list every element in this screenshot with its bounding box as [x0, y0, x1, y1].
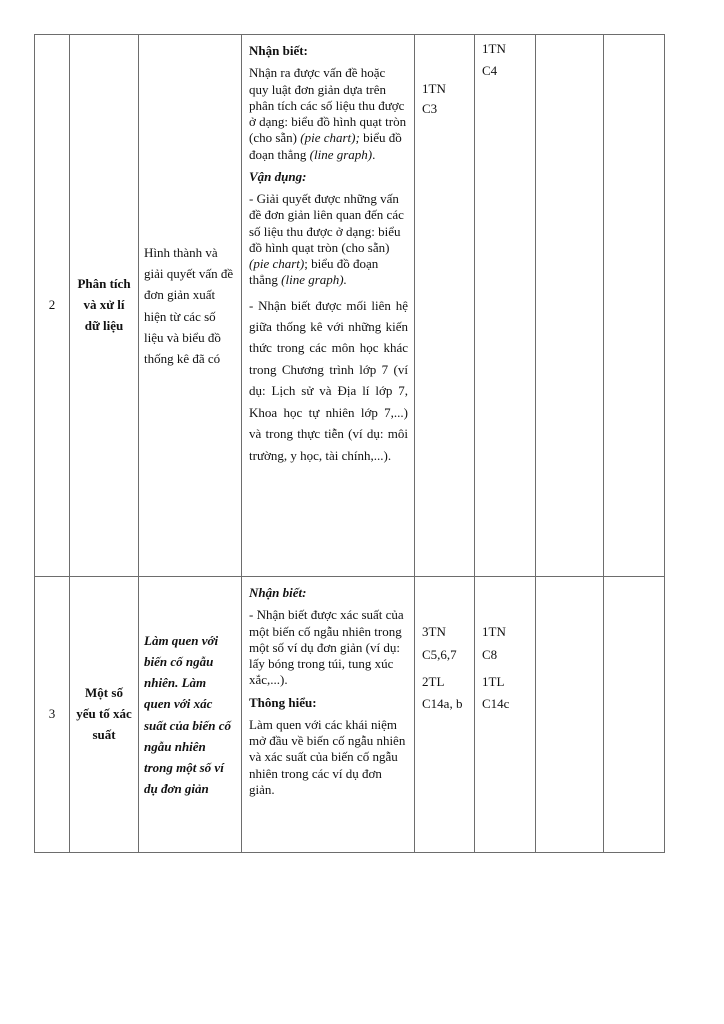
table-row: [35, 35, 665, 577]
count-recognize-cell: [415, 35, 475, 577]
level-title-recognize: Nhận biết:: [249, 43, 308, 58]
count-value: 1TL: [482, 673, 505, 689]
level-text-apply-1: - Giải quyết được những vấn đề đơn giản liên quan đến các số liệu thu được ở dạng: biểu đồ hình quạt tròn (cho sẵn) (pie chart); biểu đồ đoạn thẳng (line graph).: [249, 191, 404, 288]
question-ref: C8: [482, 646, 498, 662]
topic-cell: Phân tích và xử lí dữ liệu: [70, 35, 139, 577]
count-value: 2TL: [422, 673, 445, 689]
content-cell: Hình thành và giải quyết vấn đề đơn giản xuất hiện từ các số liệu và biểu đồ thống kê đã có: [139, 35, 242, 577]
count-apply-cell: [536, 577, 604, 853]
count-value: 1TN: [482, 41, 506, 56]
level-title-apply: Vận dụng:: [249, 168, 307, 184]
count-value: 1TN: [422, 81, 446, 96]
row-number: 3: [35, 577, 70, 853]
row-number: 2: [35, 35, 70, 577]
level-text-understand: Làm quen với các khái niệm mở đầu về biến cố ngẫu nhiên và xác suất của biến cố ngẫu nhiên trong các ví dụ đơn giản.: [249, 716, 406, 797]
content-cell: Làm quen với biến cố ngẫu nhiên. Làm quen với xác suất của biến cố ngẫu nhiên trong một số ví dụ đơn giản: [139, 577, 242, 853]
count-high-apply-cell: [604, 35, 665, 577]
count-value: 1TN: [482, 624, 506, 639]
count-high-apply-cell: [604, 577, 665, 853]
assessment-matrix-table: [34, 34, 665, 853]
table-row: [35, 577, 665, 853]
question-ref: C14c: [482, 696, 510, 712]
level-text-apply-2: - Nhận biết được mối liên hệ giữa thống kê với những kiến thức trong các môn học khác trong Chương trình lớp 7 (ví dụ: Lịch sử và Địa lí lớp 7, Khoa học tự nhiên lớp 7,...) và trong thực tiễn (ví dụ: môi trường, y học, tài chính,...).: [249, 297, 408, 463]
question-ref: C3: [422, 101, 438, 117]
question-ref: C4: [482, 63, 498, 79]
level-description-cell: [242, 35, 415, 577]
level-title-recognize: Nhận biết:: [249, 585, 307, 600]
question-ref: C14a, b: [422, 696, 463, 712]
question-ref: C5,6,7: [422, 646, 457, 662]
topic-cell: Một số yếu tố xác suất: [70, 577, 139, 853]
level-text-recognize: Nhận ra được vấn đề hoặc quy luật đơn giản dựa trên phân tích các số liệu thu được ở dạng: biểu đồ hình quạt tròn (cho sẵn) (pie chart); biểu đồ đoạn thẳng (line graph).: [249, 65, 407, 162]
level-text-recognize: - Nhận biết được xác suất của một biến cố ngẫu nhiên trong một số ví dụ đơn giản (ví dụ: lấy bóng trong túi, tung xúc xắc,...).: [249, 607, 404, 688]
level-description-cell: [242, 577, 415, 853]
count-understand-cell: [475, 35, 536, 577]
level-title-understand: Thông hiểu:: [249, 694, 317, 710]
count-recognize-cell: [415, 577, 475, 853]
count-value: 3TN: [422, 624, 446, 639]
count-understand-cell: [475, 577, 536, 853]
count-apply-cell: [536, 35, 604, 577]
